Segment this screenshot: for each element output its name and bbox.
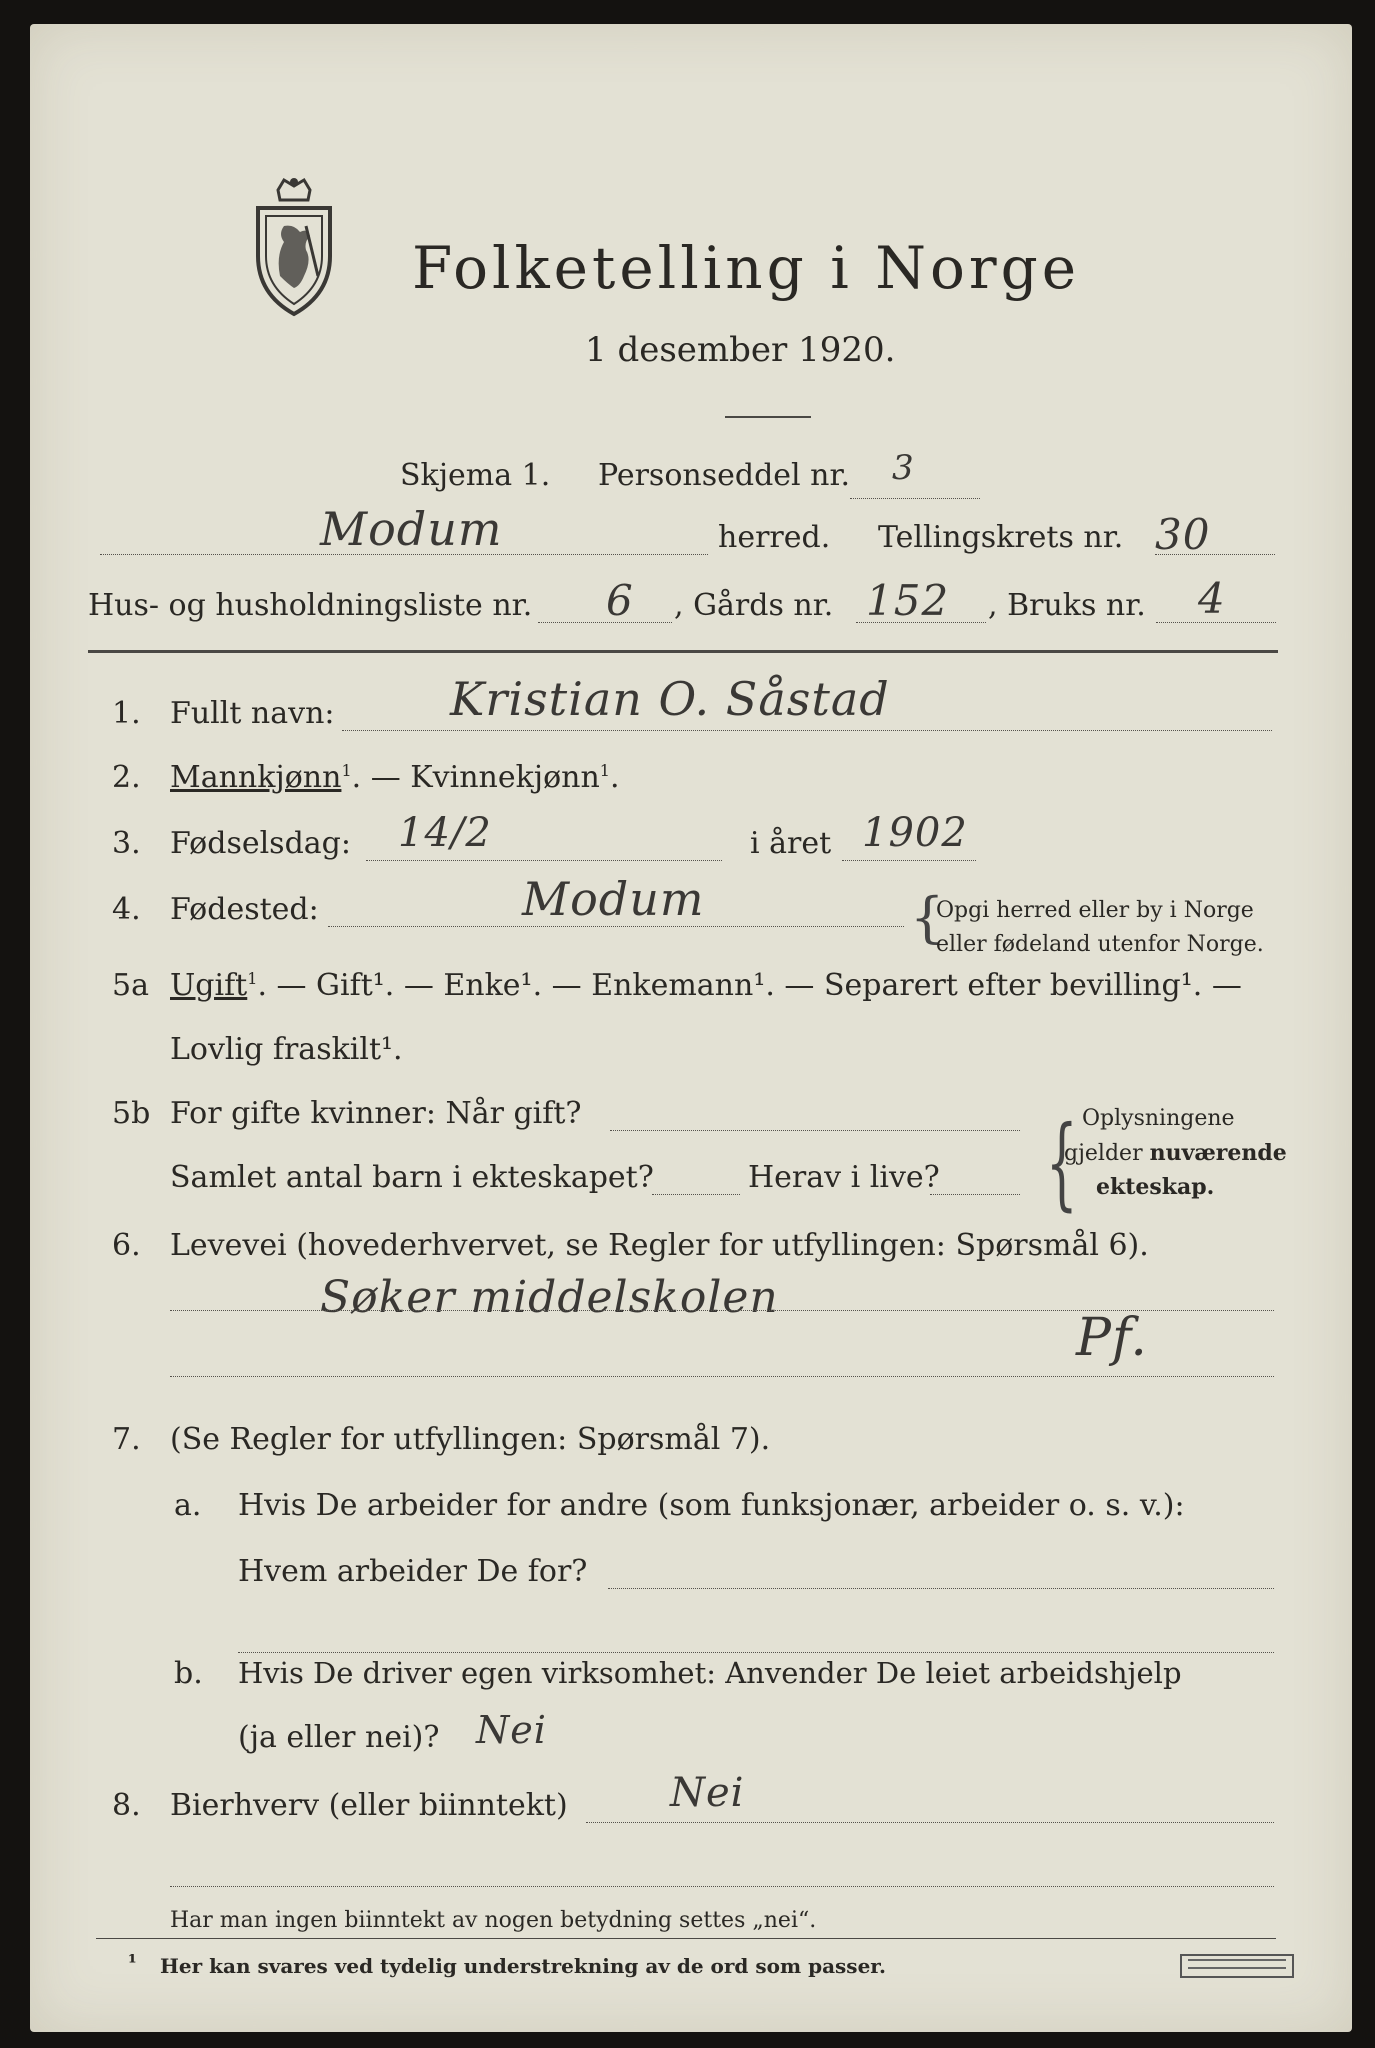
q7a-text: Hvis De arbeider for andre (som funksjonær, arbeider o. s. v.):	[238, 1488, 1185, 1523]
footer-note: Har man ingen biinntekt av nogen betydning settes „nei“.	[170, 1908, 817, 1933]
q5a-other-options: . — Gift¹. — Enke¹. — Enkemann¹. — Separert efter bevilling¹. —	[257, 968, 1242, 1003]
q2-kvinne-option: Kvinnekjønn	[410, 760, 600, 795]
q3-year-line	[842, 860, 976, 861]
q4-line	[328, 926, 904, 927]
footnote-mark: ¹	[128, 1950, 137, 1974]
q5b-line-3	[930, 1194, 1020, 1195]
q4-brace: {	[910, 886, 945, 949]
herred-value: Modum	[320, 502, 503, 556]
q5b-label-3: Herav i live?	[748, 1160, 940, 1195]
personseddel-value: 3	[892, 448, 915, 488]
q3-label: Fødselsdag:	[170, 826, 351, 861]
q2-separator: . —	[351, 760, 411, 795]
q5b-brace: {	[1045, 1104, 1078, 1221]
personseddel-line	[850, 498, 980, 499]
q4-number: 4.	[112, 892, 141, 927]
q2-number: 2.	[112, 760, 141, 795]
q6-value: Søker middelskolen	[320, 1272, 779, 1323]
q7a-question: Hvem arbeider De for?	[238, 1554, 588, 1589]
q5b-note-3: ekteskap.	[1096, 1174, 1215, 1200]
q4-note-1: Opgi herred eller by i Norge	[936, 898, 1254, 923]
q8-line-1	[586, 1822, 1274, 1823]
herred-label: herred.	[718, 520, 831, 555]
census-date: 1 desember 1920.	[585, 330, 896, 370]
q8-label: Bierhverv (eller biinntekt)	[170, 1788, 568, 1823]
tellingskrets-value: 30	[1155, 510, 1211, 559]
q5b-note-2b: nuværende	[1149, 1140, 1287, 1166]
coat-of-arms-icon	[248, 176, 340, 318]
gards-value: 152	[866, 576, 950, 625]
husliste-line	[538, 622, 672, 623]
q3-year-label: i året	[750, 826, 832, 861]
q3-date-line	[366, 860, 722, 861]
q1-line	[342, 730, 1272, 731]
census-form-paper	[30, 24, 1352, 2032]
q7-label: (Se Regler for utfyllingen: Spørsmål 7).	[170, 1422, 771, 1457]
q8-line-2	[170, 1886, 1274, 1887]
q5a-line2: Lovlig fraskilt¹.	[170, 1032, 403, 1067]
husliste-label: Hus- og husholdningsliste nr.	[88, 588, 533, 623]
q8-value: Nei	[670, 1770, 745, 1816]
form-title: Folketelling i Norge	[412, 234, 1081, 302]
q6-mark: Pf.	[1076, 1308, 1148, 1368]
q5b-line-1	[610, 1130, 1020, 1131]
q7b-value: Nei	[476, 1708, 547, 1752]
q3-number: 3.	[112, 826, 141, 861]
q6-number: 6.	[112, 1228, 141, 1263]
q8-number: 8.	[112, 1788, 141, 1823]
q4-label: Fødested:	[170, 892, 319, 927]
tellingskrets-label: Tellingskrets nr.	[878, 520, 1124, 555]
skjema-label: Skjema 1.	[400, 458, 551, 493]
husliste-value: 6	[606, 576, 634, 625]
printer-stamp	[1180, 1954, 1294, 1978]
title-divider	[725, 416, 811, 418]
q1-value: Kristian O. Såstad	[450, 672, 890, 726]
q1-number: 1.	[112, 696, 141, 731]
q5b-number: 5b	[112, 1096, 151, 1131]
q5a-ugift-option: Ugift	[170, 968, 248, 1003]
q6-line-2	[170, 1376, 1274, 1377]
q3-value: 14/2	[398, 810, 492, 856]
q7a-letter: a.	[174, 1488, 202, 1523]
q7a-line-2	[238, 1652, 1274, 1653]
header-rule	[88, 650, 1278, 653]
bruks-label: , Bruks nr.	[988, 588, 1146, 623]
q4-note-2: eller fødeland utenfor Norge.	[936, 932, 1264, 957]
q5b-label-1: For gifte kvinner: Når gift?	[170, 1096, 582, 1131]
q2-mann-option: Mannkjønn	[170, 760, 342, 795]
q5b-note-1: Oplysningene	[1082, 1106, 1235, 1131]
q5b-line-2	[652, 1194, 740, 1195]
q7-number: 7.	[112, 1422, 141, 1457]
q4-value: Modum	[522, 872, 705, 926]
personseddel-label: Personseddel nr.	[598, 458, 851, 493]
q5b-note-2a: gjelder	[1064, 1141, 1150, 1166]
q7a-line-1	[608, 1588, 1274, 1589]
q2-end: .	[609, 760, 620, 795]
q5a-number: 5a	[112, 968, 149, 1003]
q7b-letter: b.	[174, 1656, 203, 1691]
q1-label: Fullt navn:	[170, 696, 335, 731]
q6-label: Levevei (hovederhvervet, se Regler for utfyllingen: Spørsmål 6).	[170, 1228, 1149, 1263]
footer-rule	[96, 1938, 1276, 1939]
q5b-label-2: Samlet antal barn i ekteskapet?	[170, 1160, 654, 1195]
q2-options: Mannkjønn$^1$. — Kvinnekjønn$^1$.	[170, 760, 620, 795]
q7b-question: (ja eller nei)?	[238, 1720, 440, 1755]
gards-label: , Gårds nr.	[674, 588, 834, 623]
footnote: Her kan svares ved tydelig understrekning av de ord som passer.	[160, 1954, 886, 1978]
q7b-text: Hvis De driver egen virksomhet: Anvender De leiet arbeidshjelp	[238, 1656, 1182, 1690]
q5b-note-2	[1064, 1140, 1287, 1166]
q5a-options: Ugift$^1$. — Gift¹. — Enke¹. — Enkemann¹. — Separert efter bevilling¹. —	[170, 968, 1242, 1003]
q3-year-value: 1902	[862, 810, 968, 856]
bruks-value: 4	[1198, 574, 1226, 623]
